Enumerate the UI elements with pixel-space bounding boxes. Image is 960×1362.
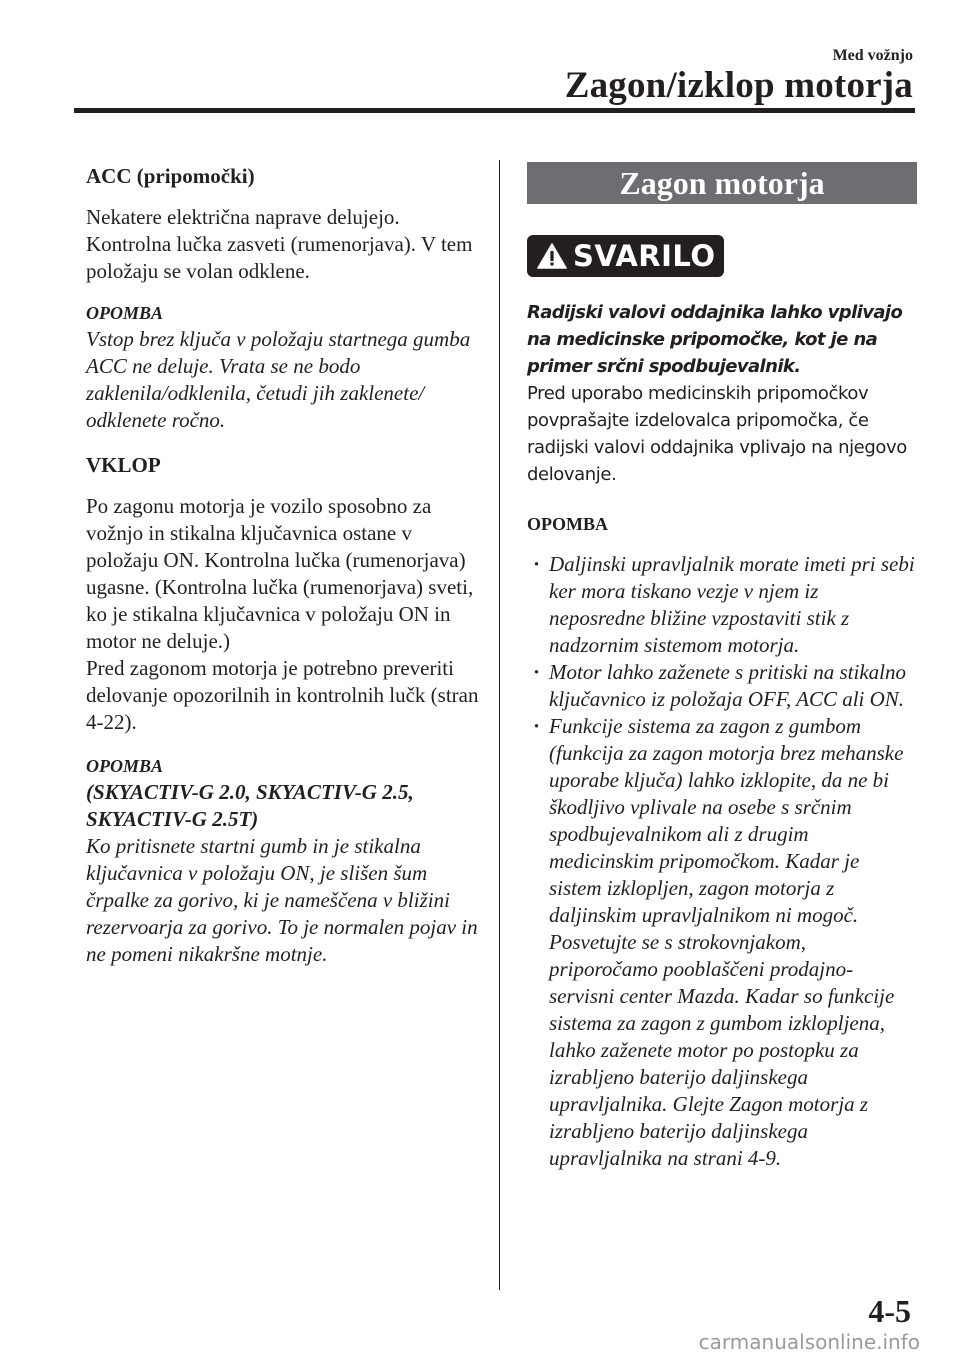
note-models: (SKYACTIV-G 2.0, SKYACTIV-G 2.5, SKYACTIV-G 2.5T) (86, 780, 414, 831)
note-bullet-list (527, 551, 917, 1172)
list-item: · Daljinski upravljalnik morate imeti pri sebi ker mora tiskano vezje v njem iz neposredne bližine vzpostaviti stik z nadzornim sistemom motorja. (527, 551, 917, 659)
acc-text: Nekatere električna naprave delujejo. Kontrolna lučka zasveti (rumenorjava). V tem položaju se volan odklene. (86, 205, 473, 283)
note-heading-3: OPOMBA (527, 514, 608, 534)
header-rule (74, 108, 915, 113)
note-heading: OPOMBA (86, 303, 164, 323)
warning-text: Pred uporabo medicinskih pripomočkov povprašajte izdelovalca pripomočka, če radijski valovi oddajnika vplivajo na njegovo delovanje. (527, 383, 907, 485)
acc-heading: ACC (pripomočki) (86, 164, 255, 188)
warning-label-text: SVARILO (573, 239, 716, 273)
page-title: Zagon/izklop motorja (564, 65, 913, 106)
right-column (527, 162, 917, 1172)
vklop-heading: VKLOP (86, 453, 161, 477)
warning-bold-text: Radijski valovi oddajnika lahko vplivajo na medicinske pripomočke, kot je na primer srčni spodbujevalnik. (527, 302, 903, 377)
warning-label (527, 235, 724, 277)
left-column (86, 160, 481, 968)
note-text-2: Ko pritisnete startni gumb in je stikalna ključavnica v položaju ON, je slišen šum črpalke za gorivo, ki je nameščena v bližini rezervoarja za gorivo. To je normalen pojav in ne pomeni nikakršne motnje. (86, 834, 478, 966)
warning-triangle-icon (537, 242, 567, 270)
vklop-text: Po zagonu motorja je vozilo sposobno za vožnjo in stikalna ključavnica ostane v položaju ON. Kontrolna lučka (rumenorjava) ugasne. (Kontrolna lučka (rumenorjava) sveti, ko je stikalna ključavnica v položaju ON in motor ne deluje.) (86, 494, 474, 653)
page-number: 4-5 (868, 1293, 911, 1329)
section-banner: Zagon motorja (527, 162, 917, 204)
note-heading-2: OPOMBA (86, 756, 164, 776)
list-item: · Motor lahko zaženete s pritiski na stikalno ključavnico iz položaja OFF, ACC ali ON. (527, 659, 917, 713)
section-title: Med vožnjo (832, 47, 913, 64)
column-divider (499, 160, 500, 1290)
vklop-text-check: Pred zagonom motorja je potrebno preveriti delovanje opozorilnih in kontrolnih lučk (stran 4-22). (86, 656, 479, 734)
note-text: Vstop brez ključa v položaju startnega gumba ACC ne deluje. Vrata se ne bodo zaklenila/odklenila, četudi jih zaklenete/ odklenete ročno. (86, 327, 471, 432)
list-item: · Funkcije sistema za zagon z gumbom (funkcija za zagon motorja brez mehanske uporabe ključa) lahko izklopite, da ne bi škodljivo vplivale na osebe s srčnim spodbujevalnikom ali z drugim medicinskim pripomočkom. Kadar je sistem izklopljen, zagon motorja z daljinskim upravljalnikom ni mogoč. Posvetujte se s strokovnjakom, priporočamo pooblaščeni prodajno-servisni center Mazda. Kadar so funkcije sistema za zagon z gumbom izklopljena, lahko zaženete motor po postopku za izrabljeno baterijo daljinskega upravljalnika. Glejte Zagon motorja z izrabljeno baterijo daljinskega upravljalnika na strani 4-9. (527, 713, 917, 1172)
watermark: carmanualsonline.info (698, 1330, 920, 1354)
